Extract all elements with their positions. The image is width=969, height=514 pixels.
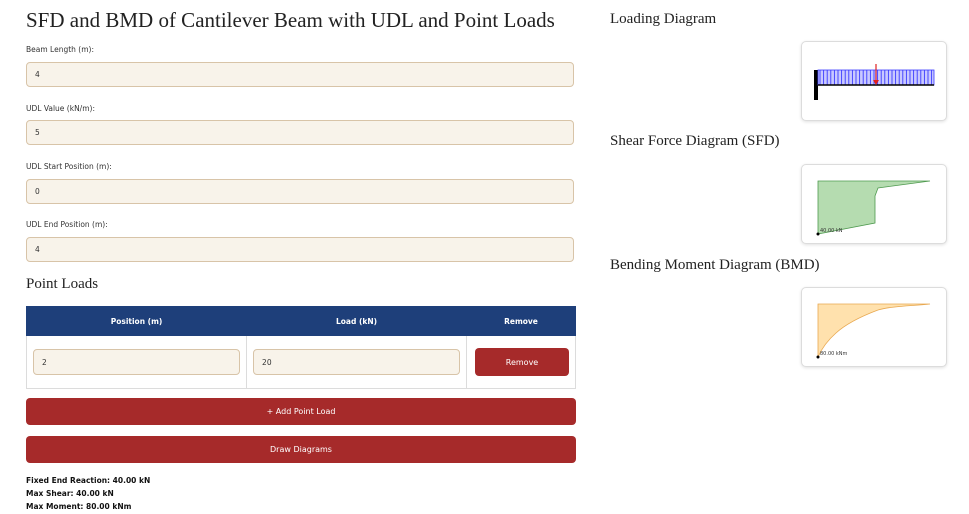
point-load-value-input[interactable] <box>253 349 460 375</box>
point-loads-table <box>26 306 576 389</box>
sfd-svg <box>802 165 948 245</box>
results-panel <box>26 474 150 513</box>
udl-end-input[interactable] <box>26 237 574 262</box>
udl-value-label: UDL Value (kN/m): <box>26 104 95 113</box>
point-load-position-input[interactable] <box>33 349 240 375</box>
bmd-svg <box>802 288 948 368</box>
column-header-remove: Remove <box>467 307 576 336</box>
remove-cell <box>467 336 576 389</box>
table-row <box>27 336 576 389</box>
udl-start-label: UDL Start Position (m): <box>26 162 112 171</box>
bmd-max-label: 80.00 kNm <box>820 351 848 357</box>
remove-point-load-button[interactable]: Remove <box>475 348 569 376</box>
bmd-canvas <box>801 287 947 367</box>
sfd-title: Shear Force Diagram (SFD) <box>610 133 780 149</box>
loading-diagram-title: Loading Diagram <box>610 11 717 27</box>
udl-start-input[interactable] <box>26 179 574 204</box>
udl-value-input[interactable] <box>26 120 574 145</box>
max-shear: Max Shear: 40.00 kN <box>26 489 114 498</box>
loading-diagram-canvas <box>801 41 947 121</box>
beam-length-input[interactable] <box>26 62 574 87</box>
bmd-area <box>818 304 930 357</box>
position-cell <box>27 336 247 389</box>
bmd-title: Bending Moment Diagram (BMD) <box>610 257 820 273</box>
sfd-canvas <box>801 164 947 244</box>
table-header-row <box>27 307 576 336</box>
beam-length-label: Beam Length (m): <box>26 45 94 54</box>
load-cell <box>247 336 467 389</box>
add-point-load-button[interactable]: + Add Point Load <box>26 398 576 425</box>
page-title: SFD and BMD of Cantilever Beam with UDL and Point Loads <box>26 8 555 32</box>
fixed-support <box>814 70 818 100</box>
loading-diagram-svg <box>802 42 948 122</box>
max-moment: Max Moment: 80.00 kNm <box>26 502 132 511</box>
udl-end-label: UDL End Position (m): <box>26 220 108 229</box>
sfd-max-label: 40.00 kN <box>820 228 843 234</box>
draw-diagrams-button[interactable]: Draw Diagrams <box>26 436 576 463</box>
point-loads-heading: Point Loads <box>26 276 99 292</box>
fixed-end-reaction: Fixed End Reaction: 40.00 kN <box>26 476 151 485</box>
column-header-load: Load (kN) <box>247 307 467 336</box>
sfd-area <box>818 181 930 234</box>
column-header-position: Position (m) <box>27 307 247 336</box>
